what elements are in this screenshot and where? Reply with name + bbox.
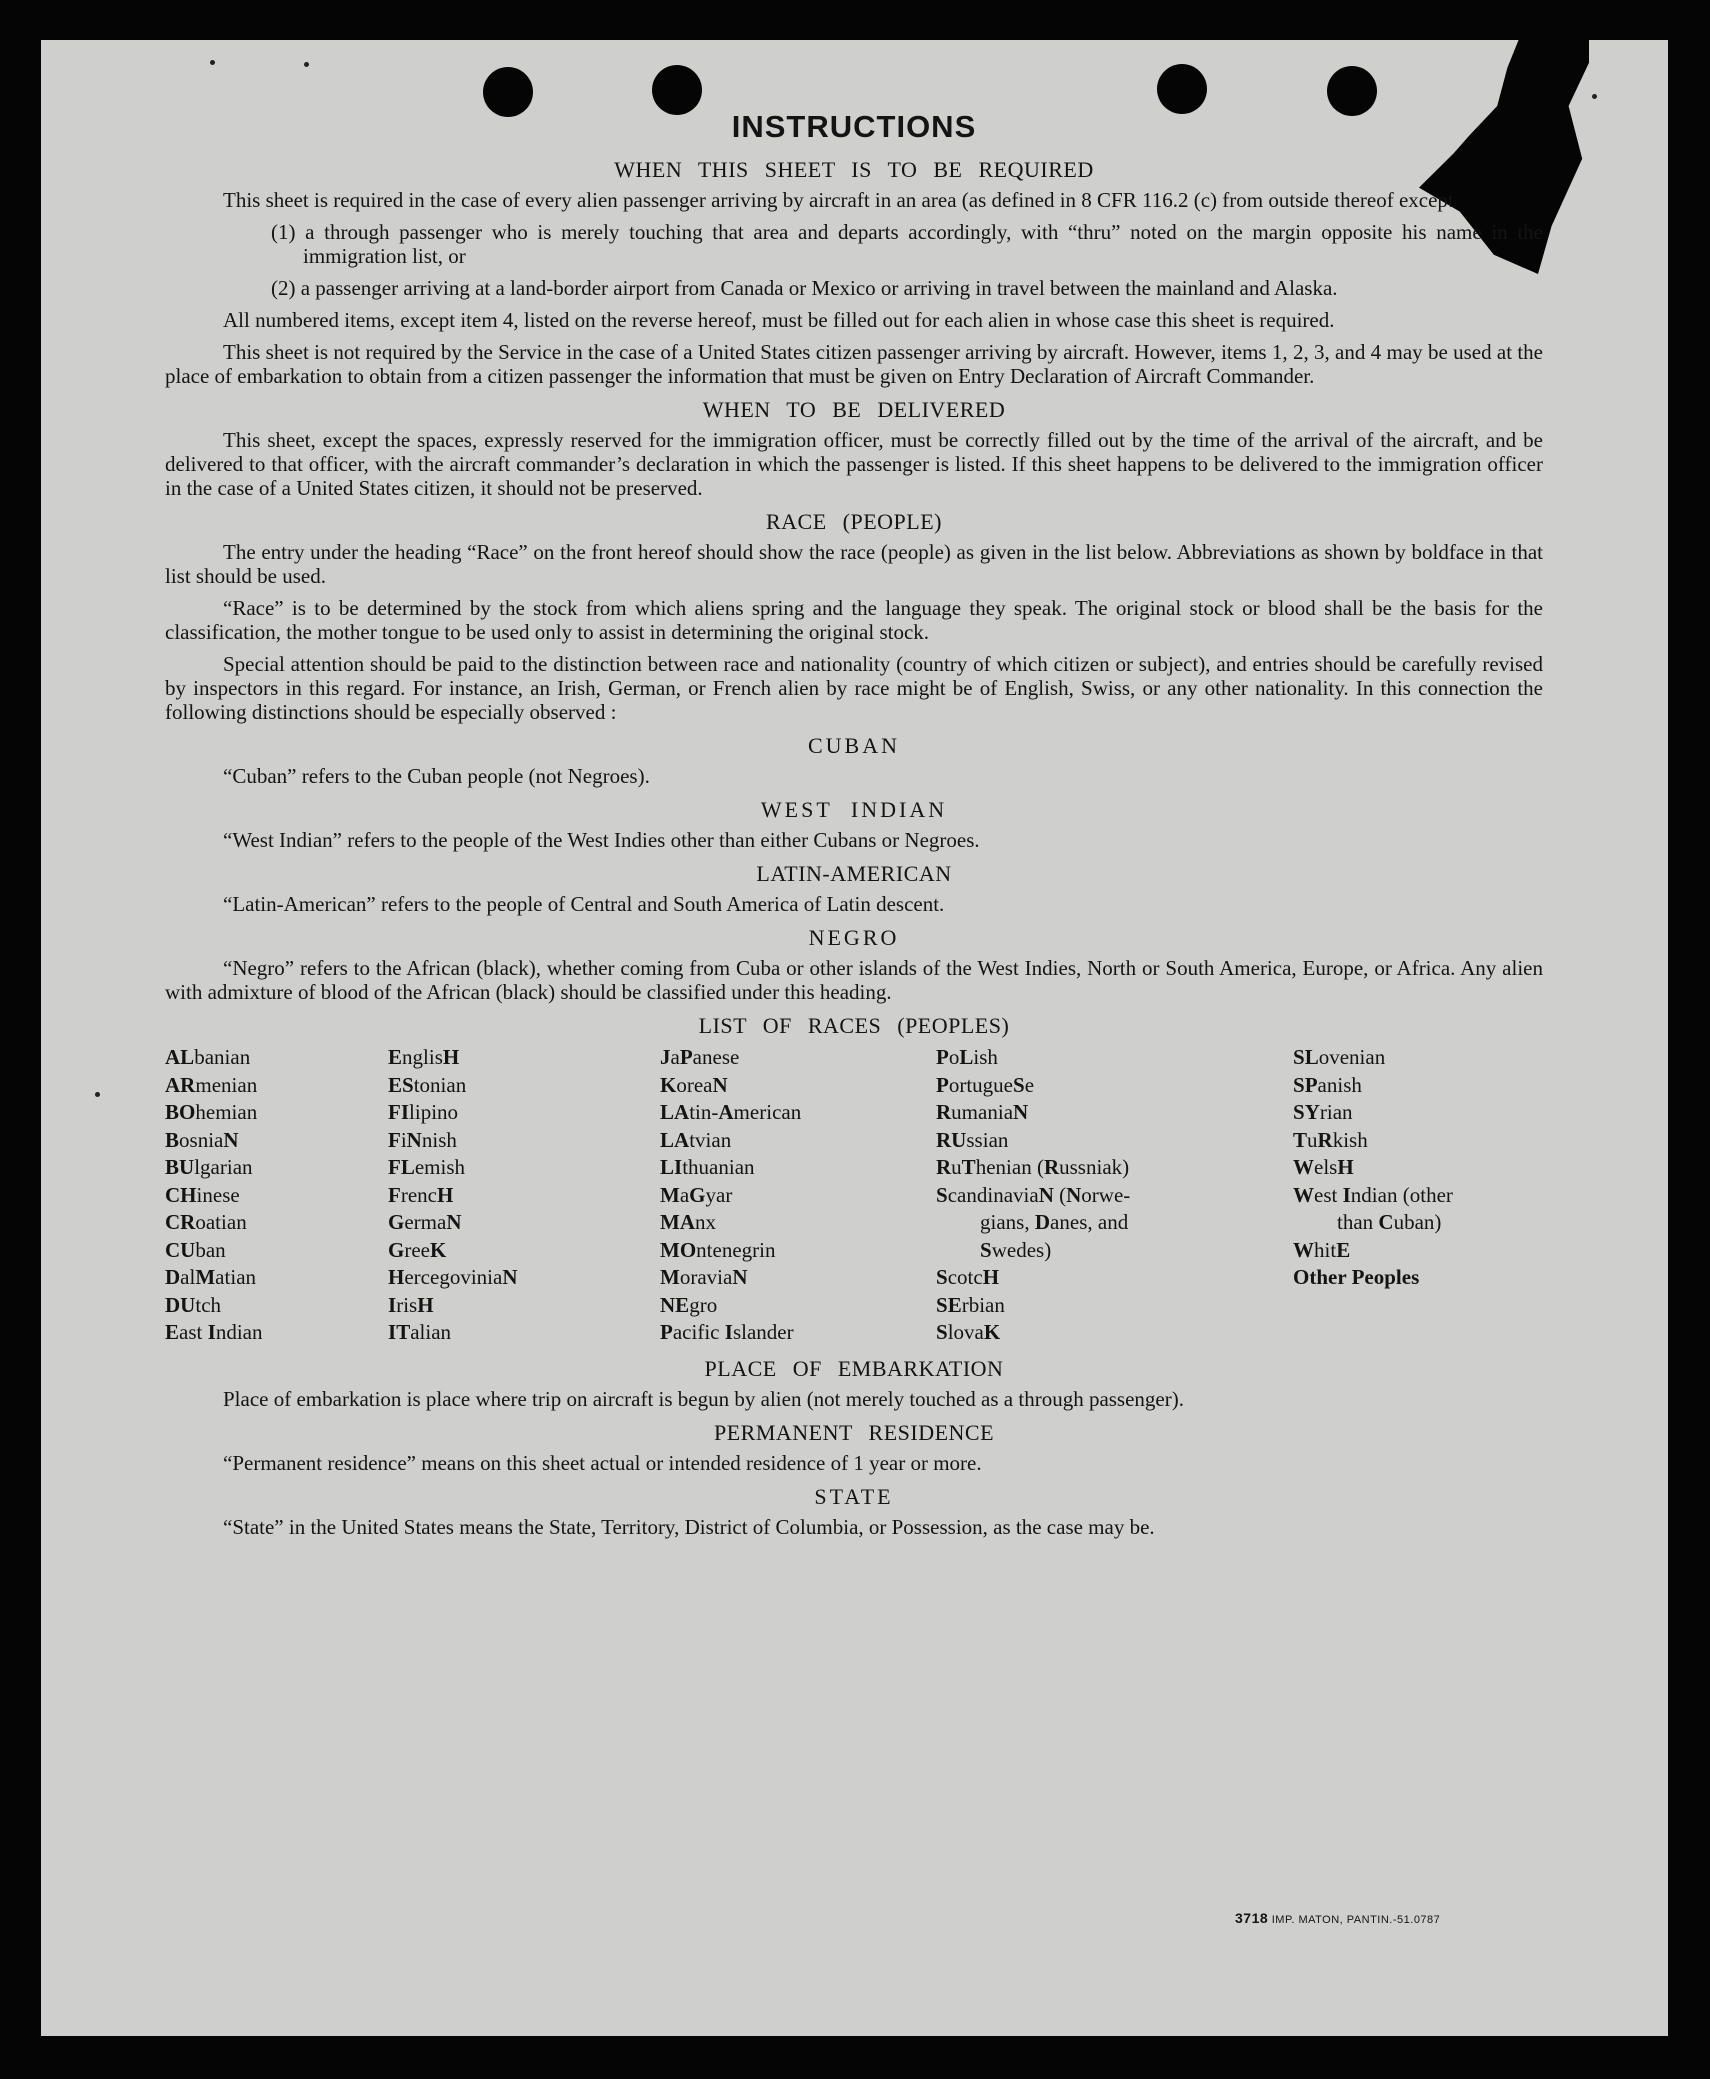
races-list	[165, 1044, 1543, 1347]
section-heading-cuban: CUBAN	[807, 733, 900, 758]
race-entry: NEgro	[660, 1292, 718, 1317]
race-entry: GermaN	[388, 1210, 462, 1234]
printer-imprint	[1235, 1910, 1440, 1926]
section-heading-delivered: WHEN TO BE DELIVERED	[702, 397, 1006, 422]
race-entry: SYrian	[1293, 1100, 1353, 1124]
paragraph: This sheet, except the spaces, expressly reserved for the immigration officer, must be correctly filled out by the time of the arrival of the aircraft, and be delivered to that officer, with the aircraft commander’s declaration in which the passenger is listed. If this sheet happens to be delivered to the immigration officer in the case of a United States citizen, it should not be preserved.	[165, 428, 1543, 500]
race-entry: FiNnish	[388, 1127, 457, 1152]
race-entry: ScandinaviaN (Norwe-	[936, 1182, 1131, 1207]
race-entry: CUban	[165, 1237, 226, 1262]
race-entry: TuRkish	[1293, 1127, 1368, 1152]
race-entry: KoreaN	[660, 1072, 728, 1097]
race-entry: ALbanian	[165, 1045, 251, 1069]
race-entry: SlovaK	[936, 1320, 1001, 1344]
race-entry: SPanish	[1293, 1072, 1362, 1097]
races-column	[1293, 1044, 1543, 1347]
paragraph: “Permanent residence” means on this sheet actual or intended residence of 1 year or more.	[223, 1450, 982, 1475]
section-heading-residence: PERMANENT RESIDENCE	[713, 1419, 995, 1445]
race-entry: LIthuanian	[660, 1155, 755, 1179]
race-entry: EStonian	[388, 1072, 467, 1097]
paragraph: “Cuban” refers to the Cuban people (not Negroes).	[223, 764, 650, 788]
race-entry: West Indian (other	[1293, 1182, 1453, 1207]
race-entry: FLemish	[388, 1155, 466, 1179]
race-entry: WhitE	[1293, 1237, 1351, 1262]
section-heading-negro: NEGRO	[808, 925, 900, 950]
race-entry: ARmenian	[165, 1072, 258, 1097]
races-column	[165, 1044, 388, 1347]
race-entry: PoLish	[936, 1045, 998, 1069]
race-entry: WelsH	[1293, 1155, 1354, 1179]
races-column	[660, 1044, 936, 1347]
paragraph: The entry under the heading “Race” on the front hereof should show the race (people) as given in the list below. Abbreviations as shown by boldface in that list should be used.	[165, 540, 1543, 588]
race-entry: PortugueSe	[936, 1072, 1035, 1097]
section-heading-race: RACE (PEOPLE)	[766, 509, 942, 534]
speck	[1592, 94, 1597, 99]
imprint-text: IMP. MATON, PANTIN.-51.0787	[1271, 1914, 1441, 1926]
race-entry: GreeK	[388, 1237, 447, 1262]
race-entry: MaGyar	[660, 1182, 733, 1207]
paragraph: Special attention should be paid to the distinction between race and nationality (country of which citizen or subject), and entries should be carefully revised by inspectors in this regard. For instance, an Irish, German, or French alien by race might be of English, Swiss, or any other nationality. In this connection the following distinctions should be especially observed :	[165, 652, 1543, 724]
race-entry: EnglisH	[388, 1045, 460, 1069]
race-entry: ScotcH	[936, 1265, 1000, 1289]
speck	[95, 1092, 100, 1097]
race-entry: SErbian	[936, 1292, 1005, 1317]
race-entry: RuThenian (Russniak)	[936, 1155, 1130, 1179]
race-entry: JaPanese	[660, 1045, 740, 1069]
race-entry: SLovenian	[1293, 1045, 1386, 1069]
race-entry: HercegoviniaN	[388, 1265, 518, 1289]
speck	[210, 60, 215, 65]
list-item: (2) a passenger arriving at a land-border airport from Canada or Mexico or arriving in travel between the mainland and Alaska.	[271, 276, 1338, 300]
race-entry: MoraviaN	[660, 1265, 748, 1289]
race-entry: LAtin-American	[660, 1100, 802, 1124]
speck	[304, 62, 309, 67]
race-entry: FrencH	[388, 1182, 454, 1207]
race-entry: BosniaN	[165, 1127, 239, 1152]
race-entry: Pacific Islander	[660, 1320, 794, 1344]
race-entry: ITalian	[388, 1320, 452, 1344]
paragraph: This sheet is not required by the Service in the case of a United States citizen passenger arriving by aircraft. However, items 1, 2, 3, and 4 may be used at the place of embarkation to obtain from a citizen passenger the information that must be given on Entry Declaration of Aircraft Commander.	[165, 340, 1543, 388]
races-column	[936, 1044, 1293, 1347]
section-heading-required: WHEN THIS SHEET IS TO BE REQUIRED	[614, 157, 1094, 182]
race-entry: CHinese	[165, 1182, 240, 1207]
paragraph: This sheet is required in the case of every alien passenger arriving by aircraft in an area (as defined in 8 CFR 116.2 (c) from outside thereof except	[223, 188, 1454, 212]
paragraph: “Race” is to be determined by the stock from which aliens spring and the language they speak. The original stock or blood shall be the basis for the classification, the mother tongue to be used only to assist in determining the original stock.	[165, 596, 1543, 644]
section-heading-west-indian: WEST INDIAN	[760, 797, 948, 822]
paragraph: “Negro” refers to the African (black), whether coming from Cuba or other islands of the West Indies, North or South America, Europe, or Africa. Any alien with admixture of blood of the African (black) should be classified under this heading.	[165, 956, 1543, 1004]
race-entry: IrisH	[388, 1292, 434, 1317]
content	[165, 106, 1543, 1547]
paragraph: All numbered items, except item 4, listed on the reverse hereof, must be filled out for each alien in whose case this sheet is required.	[223, 308, 1335, 332]
list-item: (1) a through passenger who is merely touching that area and departs accordingly, with “thru” noted on the margin opposite his name in the immigration list, or	[271, 220, 1543, 268]
paragraph: “State” in the United States means the State, Territory, District of Columbia, or Possession, as the case may be.	[223, 1514, 1155, 1539]
paragraph: Place of embarkation is place where trip on aircraft is begun by alien (not merely touched as a through passenger).	[223, 1386, 1184, 1411]
race-entry: Swedes)	[980, 1237, 1052, 1262]
race-entry: MOntenegrin	[660, 1237, 776, 1262]
race-entry: gians, Danes, and	[980, 1210, 1129, 1234]
section-heading-list-of-races: LIST OF RACES (PEOPLES)	[698, 1013, 1010, 1038]
section-heading-latin-american: LATIN-AMERICAN	[756, 861, 952, 886]
race-entry: CRoatian	[165, 1210, 247, 1234]
race-entry: East Indian	[165, 1320, 263, 1344]
race-entry: DalMatian	[165, 1265, 257, 1289]
races-column	[388, 1044, 660, 1347]
race-entry: than Cuban)	[1337, 1210, 1442, 1234]
race-entry: RUssian	[936, 1127, 1009, 1152]
section-heading-state: STATE	[814, 1483, 894, 1509]
race-entry: DUtch	[165, 1292, 222, 1317]
race-entry: Other Peoples	[1293, 1265, 1420, 1289]
page-title: INSTRUCTIONS	[731, 109, 977, 144]
race-entry: BUlgarian	[165, 1155, 253, 1179]
race-entry: FIlipino	[388, 1100, 459, 1124]
race-entry: MAnx	[660, 1210, 716, 1234]
document-page	[41, 40, 1668, 2036]
paragraph: “West Indian” refers to the people of the West Indies other than either Cubans or Negroes.	[223, 828, 980, 852]
paragraph: “Latin-American” refers to the people of Central and South America of Latin descent.	[223, 892, 945, 916]
section-heading-embarkation: PLACE OF EMBARKATION	[704, 1355, 1004, 1381]
race-entry: BOhemian	[165, 1100, 258, 1124]
race-entry: RumaniaN	[936, 1100, 1029, 1124]
form-number: 3718	[1235, 1910, 1269, 1926]
race-entry: LAtvian	[660, 1127, 732, 1152]
